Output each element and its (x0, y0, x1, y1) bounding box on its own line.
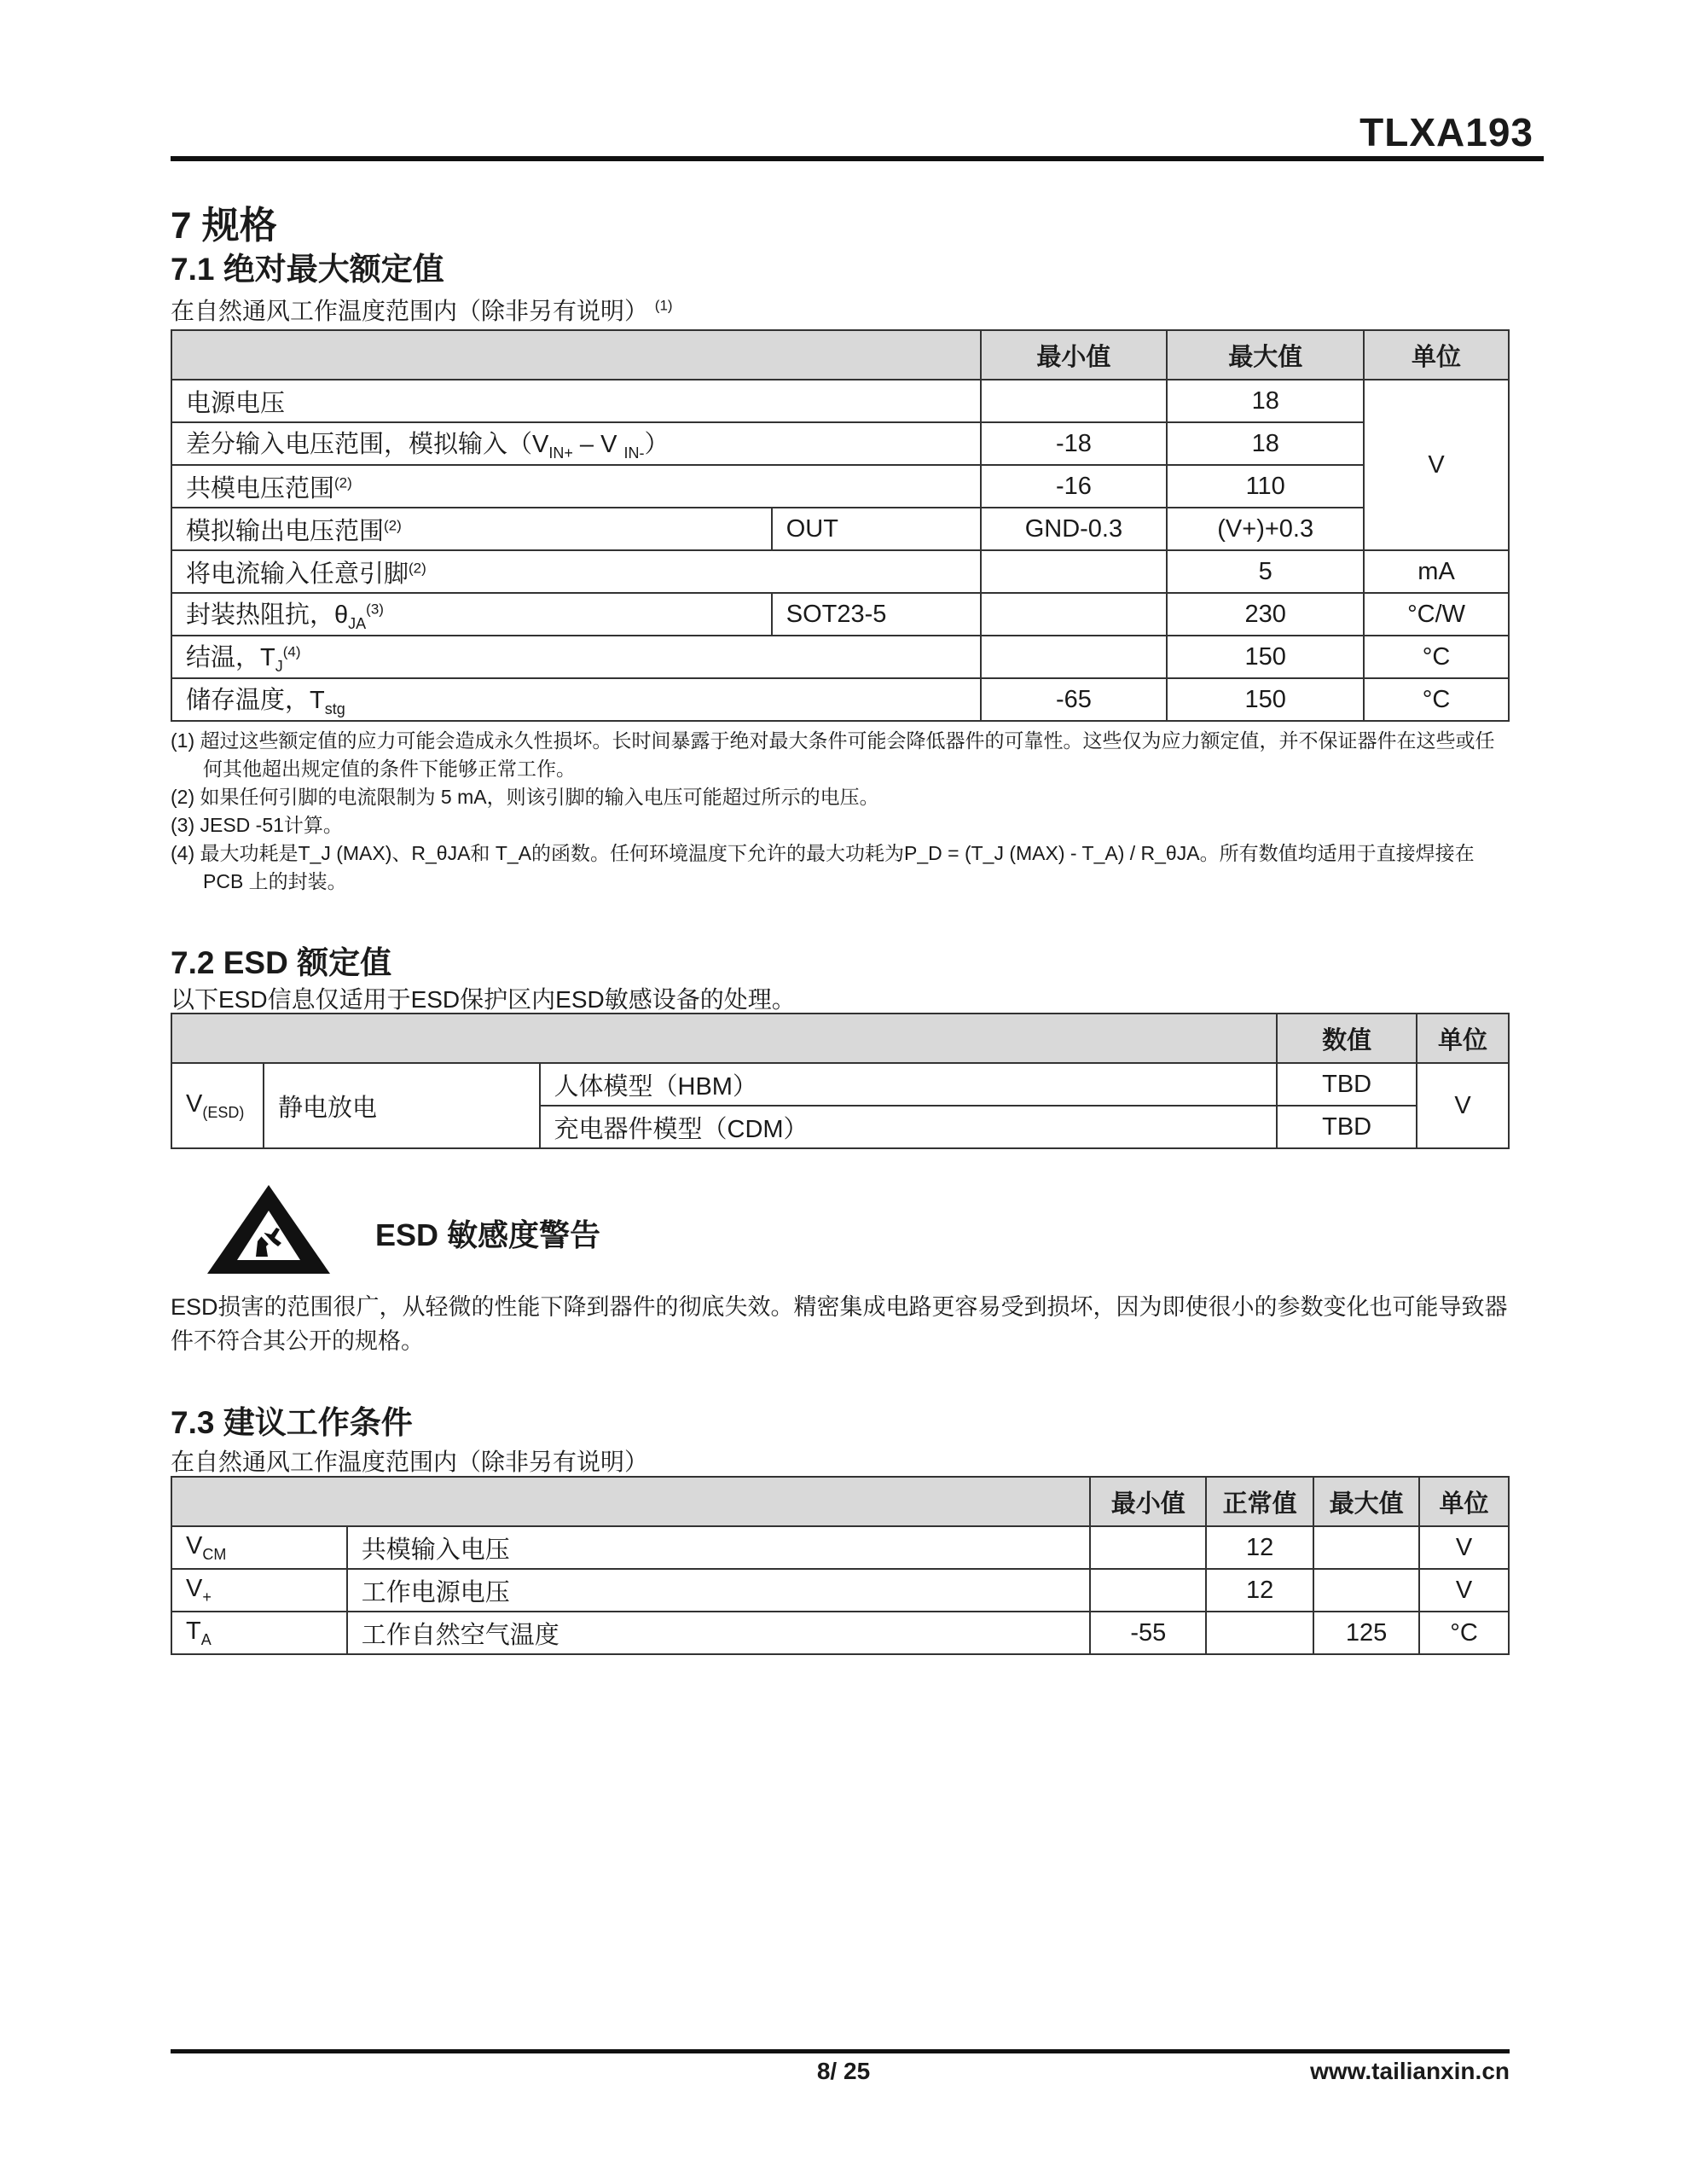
caption-note: (1) (654, 297, 673, 314)
table-header-row: 最小值 正常值 最大值 单位 (171, 1477, 1509, 1526)
note-3: (3) JESD -51计算。 (171, 814, 343, 836)
table-row: 模拟输出电压范围$^{(2)}$ OUT GND-0.3 (V+)+0.3 (171, 508, 1509, 550)
table-row: 充电器件模型（CDM） TBD (171, 1106, 1509, 1148)
table-row: $V_{(ESD)}$ 静电放电 人体模型（HBM） TBD V (171, 1063, 1509, 1106)
table-row: 结温，$T_J^{(4)}$ 150 °C (171, 636, 1509, 678)
header-rule (171, 156, 1544, 161)
part-number: TLXA193 (1359, 110, 1533, 154)
table-header-row: 最小值 最大值 单位 (171, 330, 1509, 380)
table-row: 电源电压 18 V (171, 380, 1509, 422)
esd-symbol: $V_{(ESD)}$ (171, 1063, 264, 1148)
table-row: $V_+$ 工作电源电压 12 V (171, 1569, 1509, 1612)
table-row: 储存温度，$T_{stg}$ -65 150 °C (171, 678, 1509, 721)
roc-caption: 在自然通风工作温度范围内（除非另有说明） (171, 1449, 649, 1475)
table-row: $T_A$ 工作自然空气温度 -55 125 °C (171, 1612, 1509, 1654)
esd-table (171, 1013, 1510, 1149)
page-number: 8/ 25 (816, 2058, 871, 2084)
esd-warning-icon (205, 1182, 333, 1277)
note-4: (4) 最大功耗是T_J (MAX)、R_θJA和 T_A的函数。任何环境温度下允许的最大功耗为P_D = (T_J (MAX) - T_A) / R_θJA。所有数值均适用于直接焊接在 PCB 上的封装。 (171, 842, 1475, 892)
esd-warning-title: ESD 敏感度警告 (375, 1217, 601, 1252)
abs-max-notes (171, 727, 1510, 896)
table-row: 封装热阻抗，$\theta_{JA}^{(3)}$ SOT23-5 230 °C/W (171, 593, 1509, 636)
esd-caption: 以下ESD信息仅适用于ESD保护区内ESD敏感设备的处理。 (171, 986, 796, 1013)
abs-max-caption: 在自然通风工作温度范围内（除非另有说明） $^{(1)}$ (171, 297, 673, 324)
table-row: $V_{CM}$ 共模输入电压 12 V (171, 1526, 1509, 1569)
voltage-unit: V (1364, 380, 1509, 550)
roc-title: 7.3 建议工作条件 (171, 1405, 413, 1440)
table-row: 差分输入电压范围，模拟输入（$V_{IN+}$ – V $_{IN-}$） -18 18 (171, 422, 1509, 465)
abs-max-table (171, 329, 1510, 722)
table-row: 共模电压范围$^{(2)}$ -16 110 (171, 465, 1509, 508)
esd-warning-text: ESD损害的范围很广，从轻微的性能下降到器件的彻底失效。精密集成电路更容易受到损坏，因为即使很小的参数变化也可能导致器件不符合其公开的规格。 (171, 1294, 1508, 1354)
roc-table (171, 1476, 1510, 1655)
abs-max-title: 7.1 绝对最大额定值 (171, 252, 444, 287)
table-header-row: 数值 单位 (171, 1014, 1509, 1063)
section-title: 7 规格 (171, 205, 277, 247)
table-row: 将电流输入任意引脚$^{(2)}$ 5 mA (171, 550, 1509, 593)
note-1: (1) 超过这些额定值的应力可能会造成永久性损坏。长时间暴露于绝对最大条件可能会降低器件的可靠性。这些仅为应力额定值，并不保证器件在这些或任何其他超出规定值的条件下能够正常工作。 (171, 729, 1495, 780)
esd-title: 7.2 ESD 额定值 (171, 945, 392, 980)
note-2: (2) 如果任何引脚的电流限制为 5 mA，则该引脚的输入电压可能超过所示的电压。 (171, 786, 879, 808)
footer-rule (171, 2049, 1510, 2053)
footer-url[interactable]: www.tailianxin.cn (1310, 2058, 1510, 2084)
